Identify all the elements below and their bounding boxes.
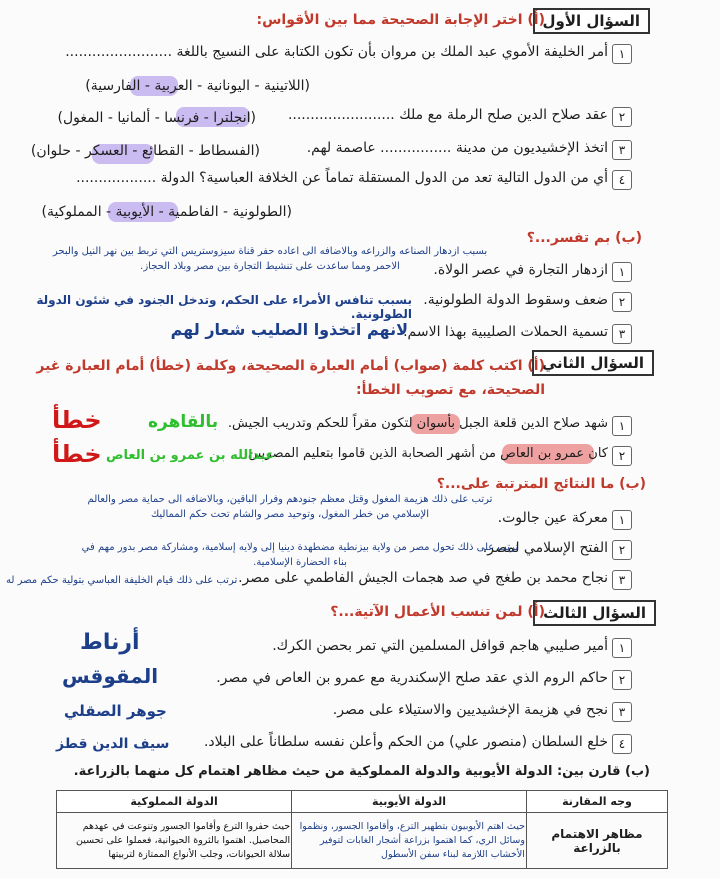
b2-answer: بسبب تنافس الأمراء على الحكم، وتدخل الجنود في شئون الدولة الطولونية. [36, 293, 412, 321]
n3-answer: ترتب على ذلك قيام الخليفة العباسي بتولية حكم مصر له [6, 575, 238, 586]
n3-text: نجاح محمد بن طغج في صد هجمات الجيش الفاطمي على مصر. [238, 570, 608, 586]
q2-text: عقد صلاح الدين صلح الرملة مع ملك ........................ [287, 107, 608, 123]
s1-fix: بالقاهره [148, 412, 219, 432]
w1-text: أمير صليبي هاجم قوافل المسلمين التي تمر بحصن الكرك. [272, 638, 608, 654]
n1-answer: ترتب على ذلك هزيمة المغول وقتل معظم جنودهم وفرار الباقين، وبالاضافه الى حماية مصر والعالم الإسلامي من خطر المغول، وتوحيد مصر والشام تحت حكم المماليك [87, 494, 493, 520]
table-header-mamluk: الدولة المملوكية [57, 791, 292, 813]
n2-answer: ترتب على ذلك تحول مصر من ولاية بيزنطية مضطهدة دينيا إلى ولايه إسلامية، ومشاركة مصر بدور مهم في بناء الحضارة الإسلامية. [81, 542, 519, 568]
s2-fix: عبدالله بن عمرو بن العاص [106, 448, 275, 463]
s2-text: كان عمرو بن العاص من أشهر الصحابة الذين قاموا بتعليم المصريين [247, 446, 608, 461]
part3-header: السؤال الثالث [533, 600, 656, 626]
w4-text: خلع السلطان (منصور علي) من الحكم وأعلن نفسه سلطاناً على البلاد. [203, 734, 608, 750]
w4-answer: سيف الدين قطز [56, 736, 170, 752]
q1-text: أمر الخليفة الأموي عبد الملك بن مروان بأن تكون الكتابة على النسيج باللغة ........................ [65, 44, 608, 60]
part1-section-a: (أ) اختر الإجابة الصحيحة مما بين الأقواس: [256, 12, 545, 28]
table-cell-mamluk: حيث حفروا الترع وأقاموا الجسور وتنوعت في عهدهم المحاصيل. اهتموا بالثروة الحيوانية، فعملوا على تحسين سلالة الحيوانات، وجلب الأنواع الممتازة لتربيتها [57, 813, 292, 869]
b2-text: ضعف وسقوط الدولة الطولونية. [423, 292, 608, 308]
q2-options: (انجلترا - فرنسا - ألمانيا - المغول) [57, 110, 256, 126]
q1-options: (اللاتينية - اليونانية - العربية - الفارسية) [85, 78, 310, 94]
b1-text: ازدهار التجارة في عصر الولاة. [433, 262, 608, 278]
w3-text: نجح في هزيمة الإخشيديين والاستيلاء على مصر. [332, 702, 608, 718]
part3-section-a: (أ) لمن تنسب الأعمال الآتية...؟ [330, 604, 545, 620]
table-cell-ayyubid: حيث اهتم الأيوبيون بتطهير الترع، وأقاموا الجسور، ونظموا وسائل الري، كما اهتموا بزراعة أشجار الغابات لتوفير الأخشاب اللازمة لبناء سفن الأسطول [292, 813, 527, 869]
b3-answer: لانهم اتخذوا الصليب شعار لهم [170, 320, 408, 339]
q4-options: (الطولونية - الفاطمية - الأيوبية - المملوكية) [41, 204, 292, 220]
table-row-label: مظاهر الاهتمام بالزراعة [526, 813, 667, 869]
part1-section-b: (ب) بم تفسر...؟ [526, 230, 642, 246]
w2-answer: المقوقس [62, 664, 159, 688]
s1-text: شهد صلاح الدين قلعة الجبل بأسوان لتكون مقراً للحكم وتدريب الجيش. [227, 416, 608, 431]
part2-section-a: (أ) اكتب كلمة (صواب) أمام العبارة الصحيحة، وكلمة (خطأ) أمام العبارة غير الصحيحة، مع تصويب الخطأ: [36, 358, 545, 398]
part2-header: السؤال الثاني [532, 350, 654, 376]
w3-answer: جوهر الصقلي [64, 702, 167, 720]
n2-text: الفتح الإسلامي لمصر. [482, 540, 608, 556]
s2-mark: خطأ [52, 440, 102, 468]
b1-answer: بسبب ازدهار الصناعه والزراعه وبالاضافه الى اعاده حفر قناة سيزوستريس التي تربط بين نهر النيل والبحر الاحمر ومما ساعدت على تنشيط التجارة بين مصر وبلاد الحجاز. [52, 246, 488, 272]
part2-section-b: (ب) ما النتائج المترتبة على...؟ [436, 476, 646, 492]
q4-text: أي من الدول التالية تعد من الدول المستقلة تماماً عن الخلافة العباسية؟ الدولة .................. [76, 170, 608, 186]
table-header-ayyubid: الدولة الأيوبية [292, 791, 527, 813]
q3-options: (الفسطاط - القطائع - العسكر - حلوان) [30, 143, 260, 159]
n1-text: معركة عين جالوت. [497, 510, 608, 526]
b3-text: تسمية الحملات الصليبية بهذا الاسم. [403, 324, 608, 340]
table-header-aspect: وجه المقارنة [526, 791, 667, 813]
comparison-table [56, 790, 668, 869]
part3-section-b: (ب) قارن بين: الدولة الأيوبية والدولة المملوكية من حيث مظاهر اهتمام كل منهما بالزراعة. [73, 764, 650, 779]
w1-answer: أرناط [80, 630, 140, 655]
s1-mark: خطأ [52, 406, 102, 434]
w2-text: حاكم الروم الذي عقد صلح الإسكندرية مع عمرو بن العاص في مصر. [216, 670, 608, 686]
q3-text: اتخذ الإخشيديون من مدينة ................ عاصمة لهم. [306, 140, 608, 156]
worksheet-page: السؤال الأول (أ) اختر الإجابة الصحيحة مما بين الأقواس: ١ أمر الخليفة الأموي عبد الملك بن مروان بأن تكون الكتابة على النسيج باللغة ........................ (اللاتينية - اليونانية - العربية - الفارسية) ٢ عقد صلاح الدين صلح الرملة مع ملك ........................ (انجلترا - فرنسا - ألمانيا - المغول) ٣ اتخذ الإخشيديون من مدينة ................ عاصمة لهم. (الفسطاط - القطائع - العسكر - حلوان) ٤ أي من الدول التالية تعد من الدول المستقلة تماماً عن الخلافة العباسية؟ الدولة .................. (الطولونية - الفاطمية - الأيوبية - المملوكية) (ب) بم تفسر...؟ بسبب ازدهار الصناعه والزراعه وبالاضافه الى اعاده حفر قناة سيزوستريس التي تربط بين نهر النيل والبحر الاحمر ومما ساعدت على تنشيط التجارة بين مصر وبلاد الحجاز. ١ ازدهار التجارة في عصر الولاة. ٢ ضعف وسقوط الدولة الطولونية. بسبب تنافس الأمراء على الحكم، وتدخل الجنود في شئون الدولة الطولونية. ٣ تسمية الحملات الصليبية بهذا الاسم. لانهم اتخذوا الصليب شعار لهم السؤال الثاني (أ) اكتب كلمة (صواب) أمام العبارة الصحيحة، وكلمة (خطأ) أمام العبارة غير الصحيحة، مع تصويب الخطأ: ١ شهد صلاح الدين قلعة الجبل بأسوان لتكون مقراً للحكم وتدريب الجيش. بالقاهره خطأ ٢ كان عمرو بن العاص من أشهر الصحابة الذين قاموا بتعليم المصريين عبدالله بن عمرو بن العاص خطأ (ب) ما النتائج المترتبة على...؟ ترتب على ذلك هزيمة المغول وقتل معظم جنودهم وفرار الباقين، وبالاضافه الى حماية مصر والعالم الإسلامي من خطر المغول، وتوحيد مصر والشام تحت حكم المماليك ١ معركة عين جالوت. ٢ الفتح الإسلامي لمصر. ترتب على ذلك تحول مصر من ولاية بيزنطية مضطهدة دينيا إلى ولايه إسلامية، ومشاركة مصر بدور مهم في بناء الحضارة الإسلامية. ٣ نجاح محمد بن طغج في صد هجمات الجيش الفاطمي على مصر. ترتب على ذلك قيام الخليفة العباسي بتولية حكم مصر له السؤال الثالث (أ) لمن تنسب الأعمال الآتية...؟ ١ أمير صليبي هاجم قوافل المسلمين التي تمر بحصن الكرك. أرناط ٢ حاكم الروم الذي عقد صلح الإسكندرية مع عمرو بن العاص في مصر. المقوقس ٣ نجح في هزيمة الإخشيديين والاستيلاء على مصر. جوهر الصقلي ٤ خلع السلطان (منصور علي) من الحكم وأعلن نفسه سلطاناً على البلاد. سيف الدين قطز (ب) قارن بين: الدولة الأيوبية والدولة المملوكية من حيث مظاهر اهتمام كل منهما بالزراعة. وجه المقارنة الدولة الأيوبية الدولة المملوكية مظاهر الاهتمام بالزراعة حيث اهتم الأيوبيون بتطهير الترع، وأقاموا الجسور، ونظموا وسائل الري، كما اهتموا بزراعة أشجار الغابات لتوفير الأخشاب اللازمة لبناء سفن الأسطول حيث حفروا الترع وأقاموا الجسور وتنوعت في عهدهم المحاصيل. اهتموا بالثروة الحيوانية، فعملوا على تحسين سلالة الحيوانات، وجلب الأنواع الممتازة لتربيتها [0, 0, 720, 878]
part1-header: السؤال الأول [533, 8, 650, 34]
